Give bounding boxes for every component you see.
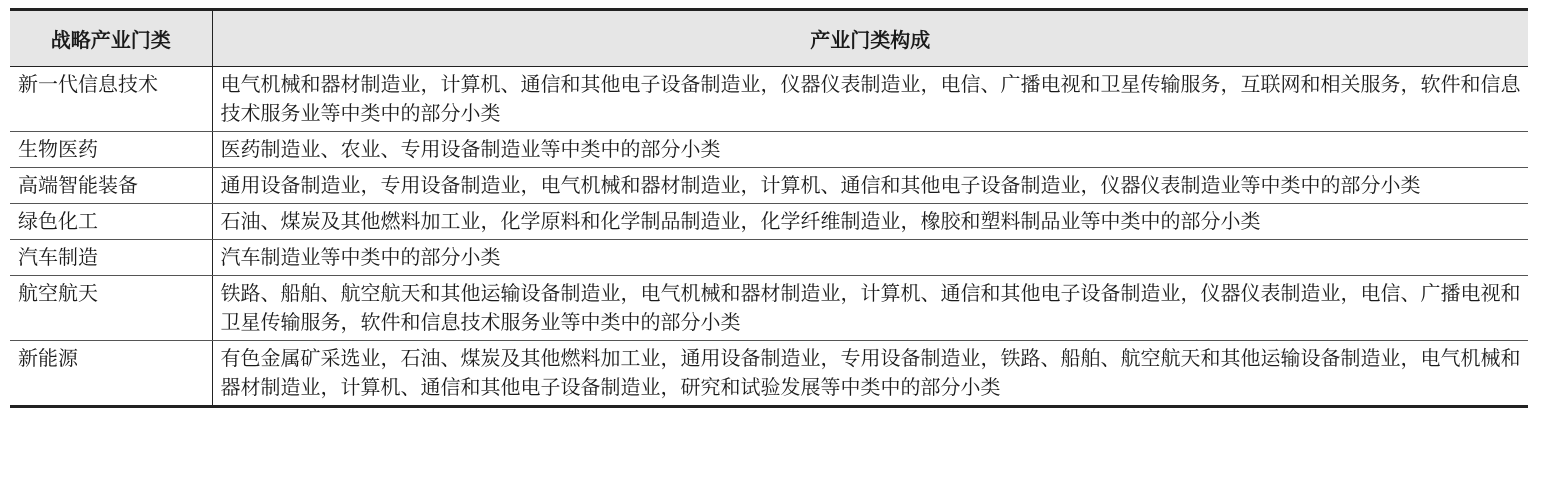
- composition-cell: 有色金属矿采选业，石油、煤炭及其他燃料加工业，通用设备制造业，专用设备制造业，铁路、船舶、航空航天和其他运输设备制造业，电气机械和器材制造业，计算机、通信和其他电子设备制造业，研究和试验发展等中类中的部分小类: [212, 341, 1528, 407]
- table-header: [10, 10, 1528, 67]
- category-cell: 航空航天: [10, 276, 212, 341]
- composition-cell: 铁路、船舶、航空航天和其他运输设备制造业，电气机械和器材制造业，计算机、通信和其他电子设备制造业，仪器仪表制造业，电信、广播电视和卫星传输服务，软件和信息技术服务业等中类中的部分小类: [212, 276, 1528, 341]
- category-cell: 新能源: [10, 341, 212, 407]
- category-cell: 绿色化工: [10, 204, 212, 240]
- table-body: [10, 67, 1528, 407]
- header-composition: 产业门类构成: [212, 10, 1528, 67]
- table-row: [10, 168, 1528, 204]
- industry-table-container: [10, 8, 1528, 408]
- composition-cell: 通用设备制造业，专用设备制造业，电气机械和器材制造业，计算机、通信和其他电子设备制造业，仪器仪表制造业等中类中的部分小类: [212, 168, 1528, 204]
- table-row: [10, 276, 1528, 341]
- composition-cell: 汽车制造业等中类中的部分小类: [212, 240, 1528, 276]
- category-cell: 汽车制造: [10, 240, 212, 276]
- composition-cell: 石油、煤炭及其他燃料加工业，化学原料和化学制品制造业，化学纤维制造业，橡胶和塑料制品业等中类中的部分小类: [212, 204, 1528, 240]
- table-row: [10, 67, 1528, 132]
- table-row: [10, 132, 1528, 168]
- composition-cell: 电气机械和器材制造业，计算机、通信和其他电子设备制造业，仪器仪表制造业，电信、广播电视和卫星传输服务，互联网和相关服务，软件和信息技术服务业等中类中的部分小类: [212, 67, 1528, 132]
- table-row: [10, 204, 1528, 240]
- category-cell: 高端智能装备: [10, 168, 212, 204]
- composition-cell: 医药制造业、农业、专用设备制造业等中类中的部分小类: [212, 132, 1528, 168]
- table-row: [10, 341, 1528, 407]
- strategic-industry-table: [10, 8, 1528, 408]
- category-cell: 新一代信息技术: [10, 67, 212, 132]
- table-row: [10, 240, 1528, 276]
- category-cell: 生物医药: [10, 132, 212, 168]
- header-row: [10, 10, 1528, 67]
- header-strategic-category: 战略产业门类: [10, 10, 212, 67]
